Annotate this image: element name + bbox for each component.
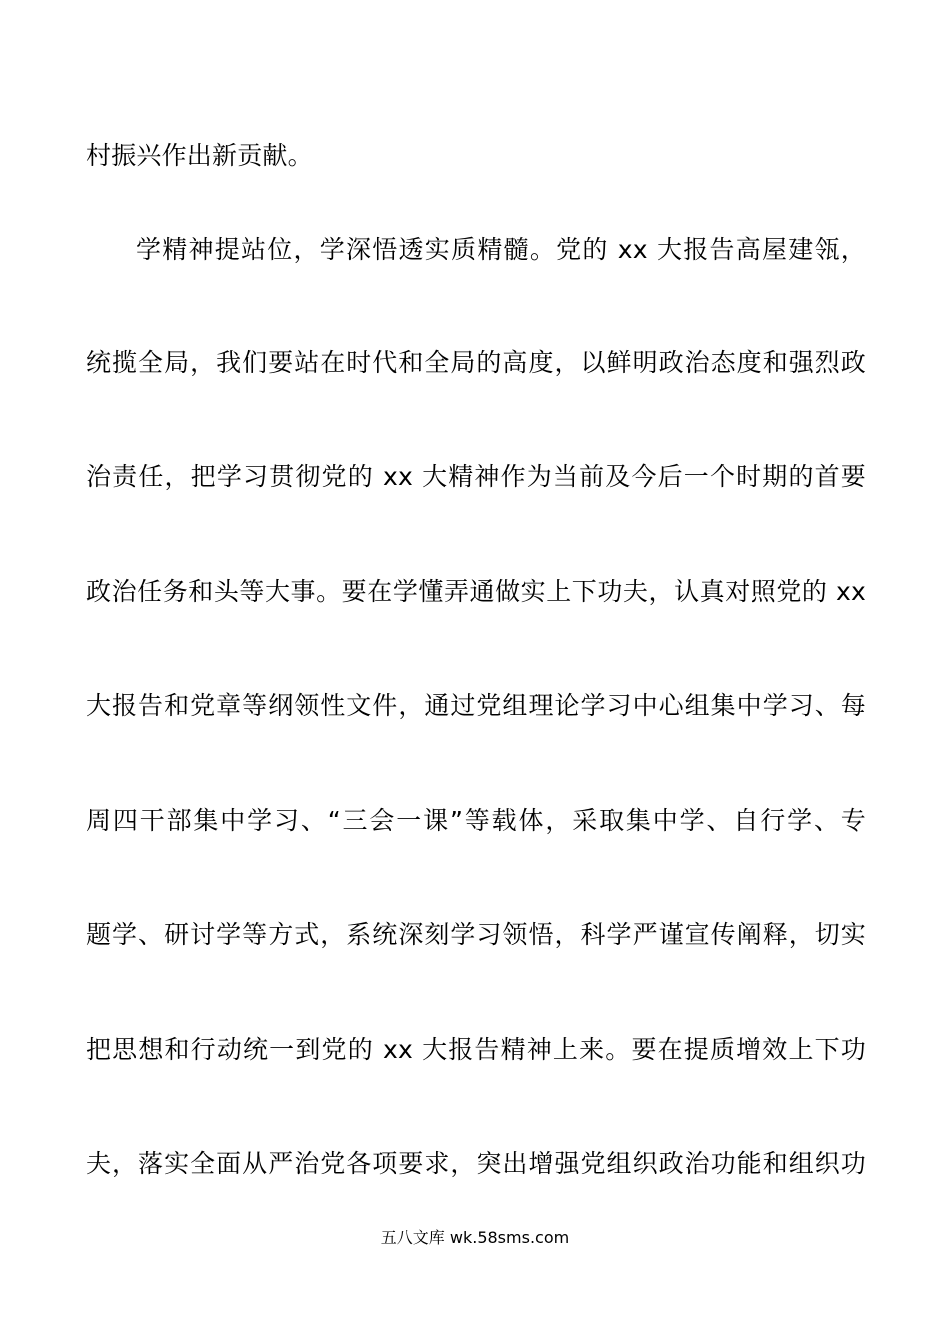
text-line-1: 村振兴作出新贡献。 — [86, 141, 313, 170]
page-footer: 五八文库 wk.58sms.com — [380, 1228, 570, 1247]
text-line-5: 政治任务和头等大事。要在学懂弄通做实上下功夫，认真对照党的 xx — [86, 577, 866, 606]
text-line-2: 学精神提站位，学深悟透实质精髓。党的 xx 大报告高屋建瓴， — [136, 235, 866, 264]
text-line-10: 夫，落实全面从严治党各项要求，突出增强党组织政治功能和组织功 — [86, 1149, 866, 1178]
text-line-3: 统揽全局，我们要站在时代和全局的高度，以鲜明政治态度和强烈政 — [86, 348, 866, 377]
text-line-6: 大报告和党章等纲领性文件，通过党组理论学习中心组集中学习、每 — [86, 691, 866, 720]
text-line-9: 把思想和行动统一到党的 xx 大报告精神上来。要在提质增效上下功 — [86, 1035, 866, 1064]
text-line-8: 题学、研讨学等方式，系统深刻学习领悟，科学严谨宣传阐释，切实 — [86, 920, 866, 949]
text-line-7: 周四干部集中学习、“三会一课”等载体，采取集中学、自行学、专 — [86, 806, 866, 835]
text-line-4: 治责任，把学习贯彻党的 xx 大精神作为当前及今后一个时期的首要 — [86, 462, 866, 491]
